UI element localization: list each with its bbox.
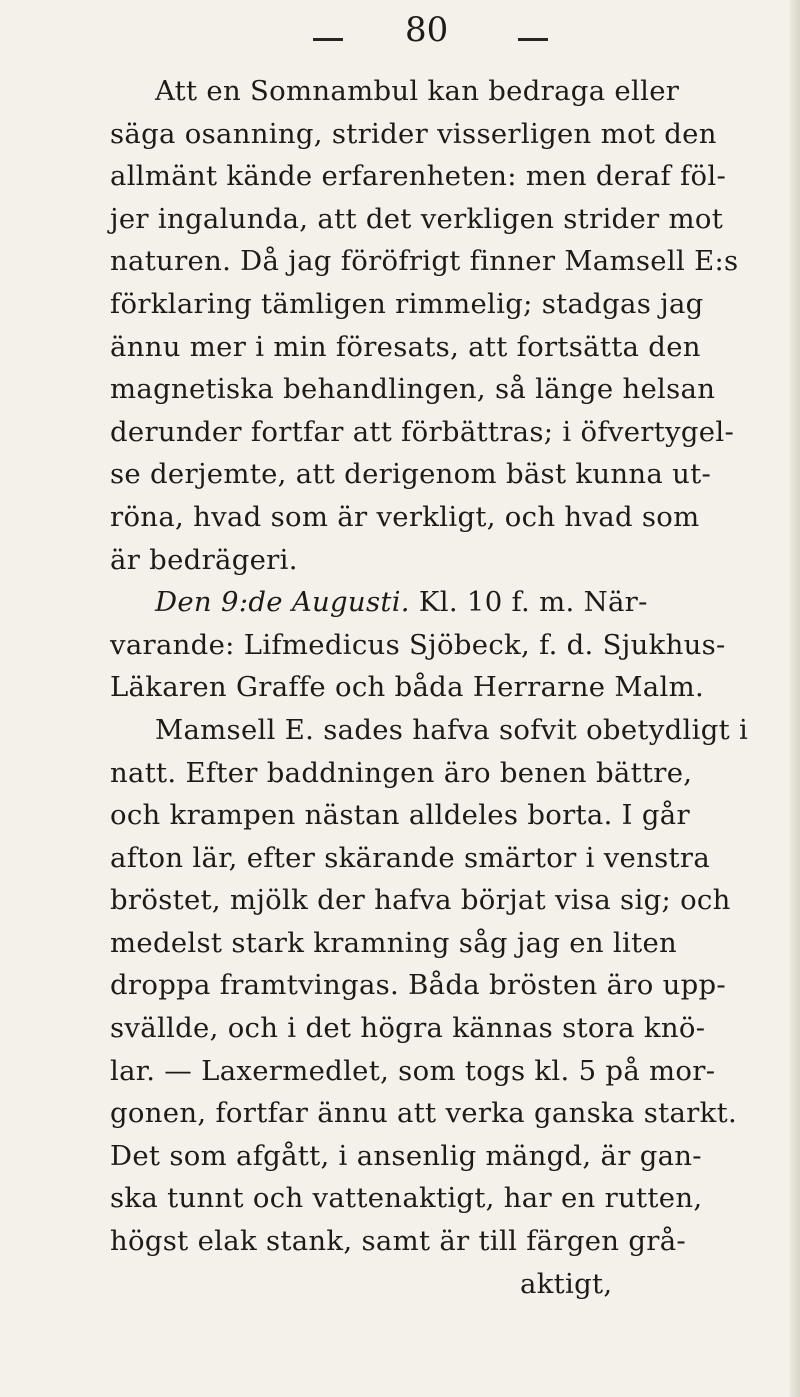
- page-number: 80: [405, 10, 449, 50]
- text-line: ska tunnt och vattenaktigt, har en rutten,: [110, 1182, 703, 1215]
- text-line: bröstet, mjölk der hafva börjat visa sig; och: [110, 884, 731, 917]
- text-line: Kl. 10 f. m. När-: [409, 586, 648, 619]
- header-dash-right: [518, 38, 548, 41]
- text-line: droppa framtvingas. Båda brösten äro upp-: [110, 969, 727, 1002]
- text-line: natt. Efter baddningen äro benen bättre,: [110, 756, 693, 789]
- page-header: [0, 10, 800, 50]
- text-line: och krampen nästan alldeles borta. I går: [110, 799, 690, 832]
- text-line: Läkaren Graffe och båda Herrarne Malm.: [110, 671, 705, 704]
- text-line: gonen, fortfar ännu att verka ganska starkt.: [110, 1097, 737, 1130]
- dated-entry-line: [110, 581, 790, 624]
- text-line: naturen. Då jag föröfrigt finner Mamsell E:s: [110, 245, 739, 278]
- text-line: Att en Somnambul kan bedraga eller: [155, 75, 680, 107]
- page-edge: [790, 0, 800, 1397]
- text-line: varande: Lifmedicus Sjöbeck, f. d. Sjukhus-: [110, 628, 726, 661]
- text-line: derunder fortfar att förbättras; i öfvertygel-: [110, 415, 735, 448]
- text-line: högst elak stank, samt är till färgen grå-: [110, 1225, 686, 1258]
- text-line: röna, hvad som är verkligt, och hvad som: [110, 500, 700, 533]
- text-line: medelst stark kramning såg jag en liten: [110, 926, 678, 959]
- body-text: [110, 70, 790, 1305]
- text-line: Mamsell E. sades hafva sofvit obetydligt i: [155, 713, 749, 746]
- text-line: magnetiska behandlingen, så länge helsan: [110, 373, 716, 406]
- text-line: säga osanning, strider visserligen mot den: [110, 117, 717, 150]
- text-line: aktigt,: [520, 1267, 613, 1300]
- text-line: allmänt kände erfarenheten: men deraf föl-: [110, 160, 727, 193]
- text-line: förklaring tämligen rimmelig; stadgas jag: [110, 287, 704, 320]
- text-line: se derjemte, att derigenom bäst kunna ut-: [110, 458, 712, 491]
- text-line: Det som afgått, i ansenlig mängd, är gan-: [110, 1139, 702, 1172]
- header-dash-left: [313, 38, 343, 41]
- text-line: svällde, och i det högra kännas stora knö-: [110, 1012, 706, 1045]
- entry-date-heading: Den 9:de Augusti.: [155, 586, 410, 619]
- text-line: afton lär, efter skärande smärtor i venstra: [110, 841, 711, 874]
- text-line: lar. — Laxermedlet, som togs kl. 5 på mor-: [110, 1054, 716, 1087]
- text-line: är bedrägeri.: [110, 543, 298, 576]
- text-line: jer ingalunda, att det verkligen strider mot: [110, 202, 724, 235]
- text-line: ännu mer i min föresats, att fortsätta den: [110, 330, 701, 363]
